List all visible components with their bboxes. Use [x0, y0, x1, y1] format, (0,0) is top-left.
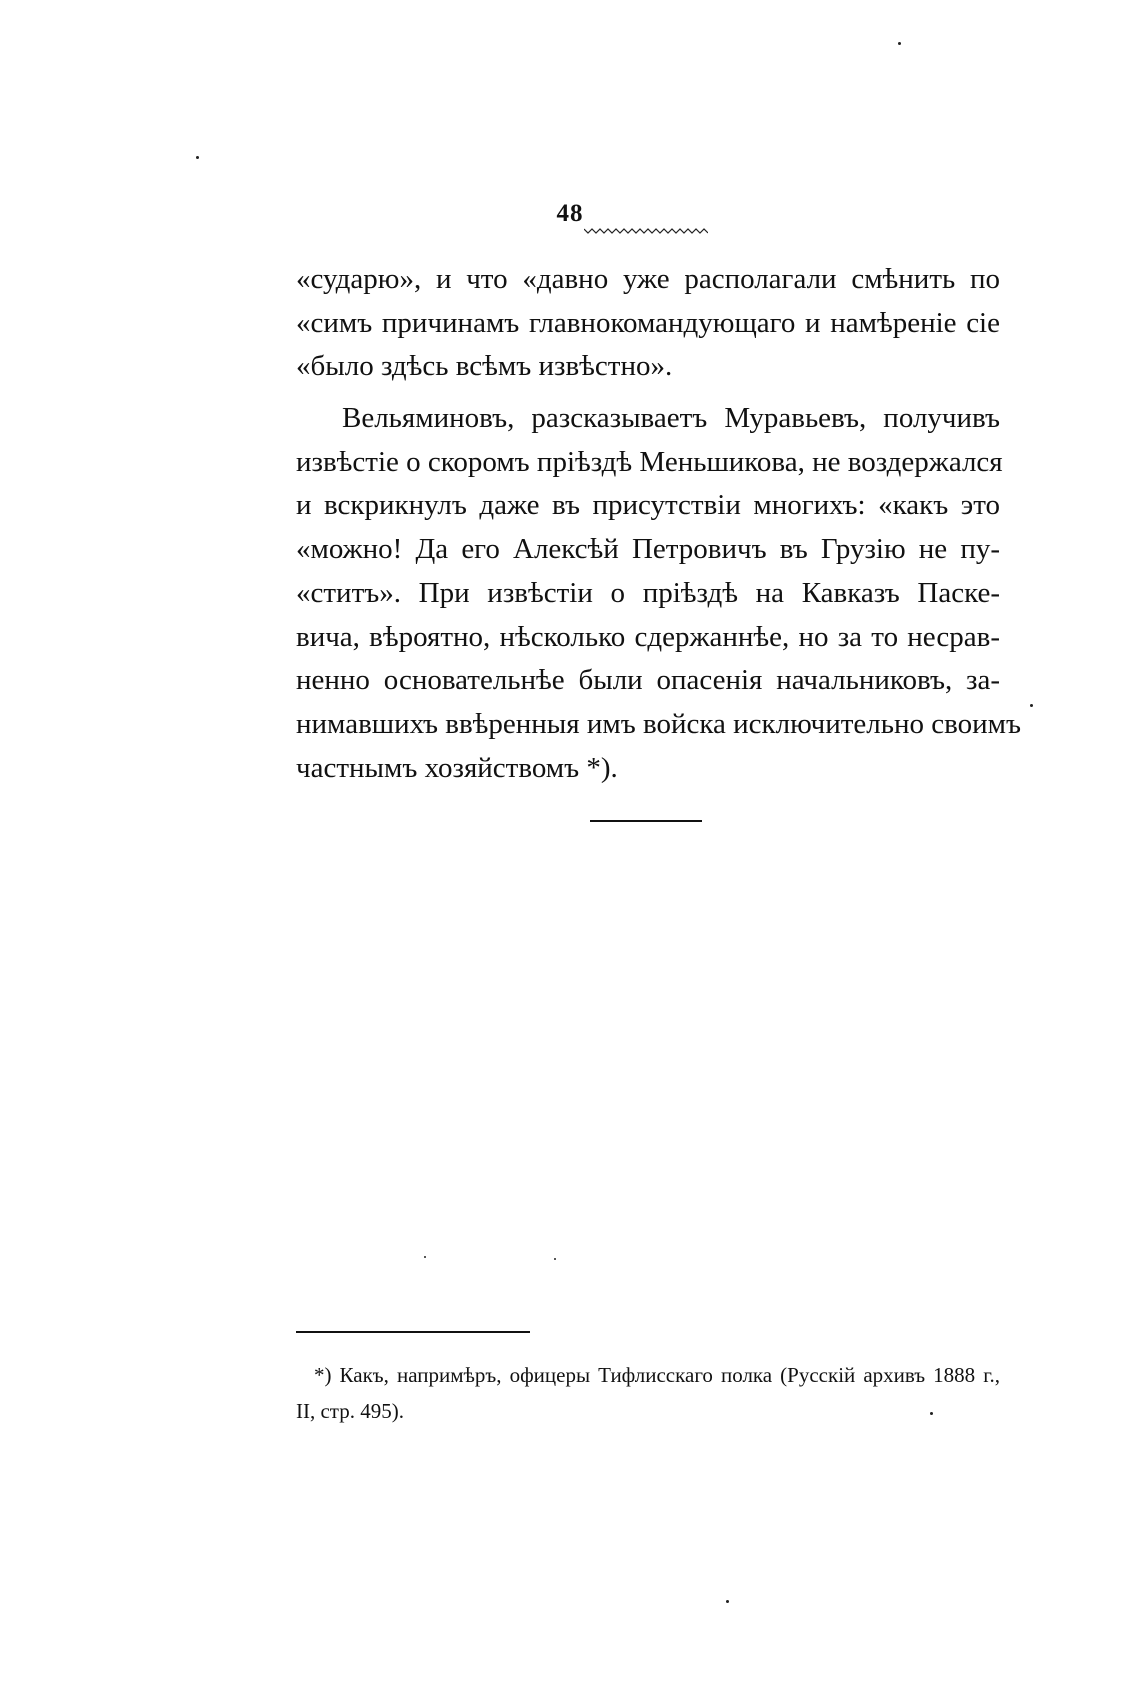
- paragraph-continued: [296, 258, 1000, 389]
- text-line: вича, вѣроятно, нѣсколько сдержаннѣе, но за то несрав-: [296, 620, 1000, 653]
- scan-speck: [554, 1258, 556, 1260]
- scan-speck: [424, 1256, 426, 1258]
- scan-speck: [726, 1600, 729, 1603]
- page-number: 48: [556, 200, 584, 227]
- scan-speck: [930, 1412, 933, 1415]
- text-line: и вскрикнулъ даже въ присутствіи многихъ: «какъ это: [296, 489, 1000, 522]
- footnote-line: *) Какъ, напримѣръ, офицеры Тифлисскаго полка (Русскій архивъ 1888 г.,: [314, 1363, 1000, 1387]
- scan-speck: [1030, 704, 1033, 707]
- scan-speck: [196, 156, 199, 159]
- text-line: частнымъ хозяйствомъ *).: [296, 751, 618, 784]
- page-number-ornament: [584, 226, 708, 236]
- text-line: «сударю», и что «давно уже располагали смѣнить по: [296, 263, 1000, 295]
- body-text: [296, 258, 1021, 790]
- text-line: нимавшихъ ввѣренныя имъ войска исключительно своимъ: [296, 707, 1021, 740]
- section-end-rule: [590, 820, 702, 822]
- paragraph-main: [296, 397, 1021, 790]
- text-line: «было здѣсь всѣмъ извѣстно».: [296, 350, 673, 383]
- text-line: ненно основательнѣе были опасенія начальниковъ, за-: [296, 664, 1000, 697]
- text-line: «можно! Да его Алексѣй Петровичъ въ Грузію не пу-: [296, 533, 1000, 566]
- text-line: Вельяминовъ, разсказываетъ Муравьевъ, получивъ: [342, 402, 1000, 435]
- text-line: извѣстіе о скоромъ пріѣздѣ Меньшикова, не воздержался: [296, 445, 1003, 478]
- scan-speck: [898, 42, 901, 45]
- footnote-line: II, стр. 495).: [296, 1399, 404, 1423]
- text-line: «симъ причинамъ главнокомандующаго и намѣреніе сіе: [296, 306, 1000, 339]
- text-line: «ститъ». При извѣстіи о пріѣздѣ на Кавказъ Паске-: [296, 576, 1000, 609]
- footnote: [296, 1357, 1000, 1429]
- footnote-separator: [296, 1331, 530, 1333]
